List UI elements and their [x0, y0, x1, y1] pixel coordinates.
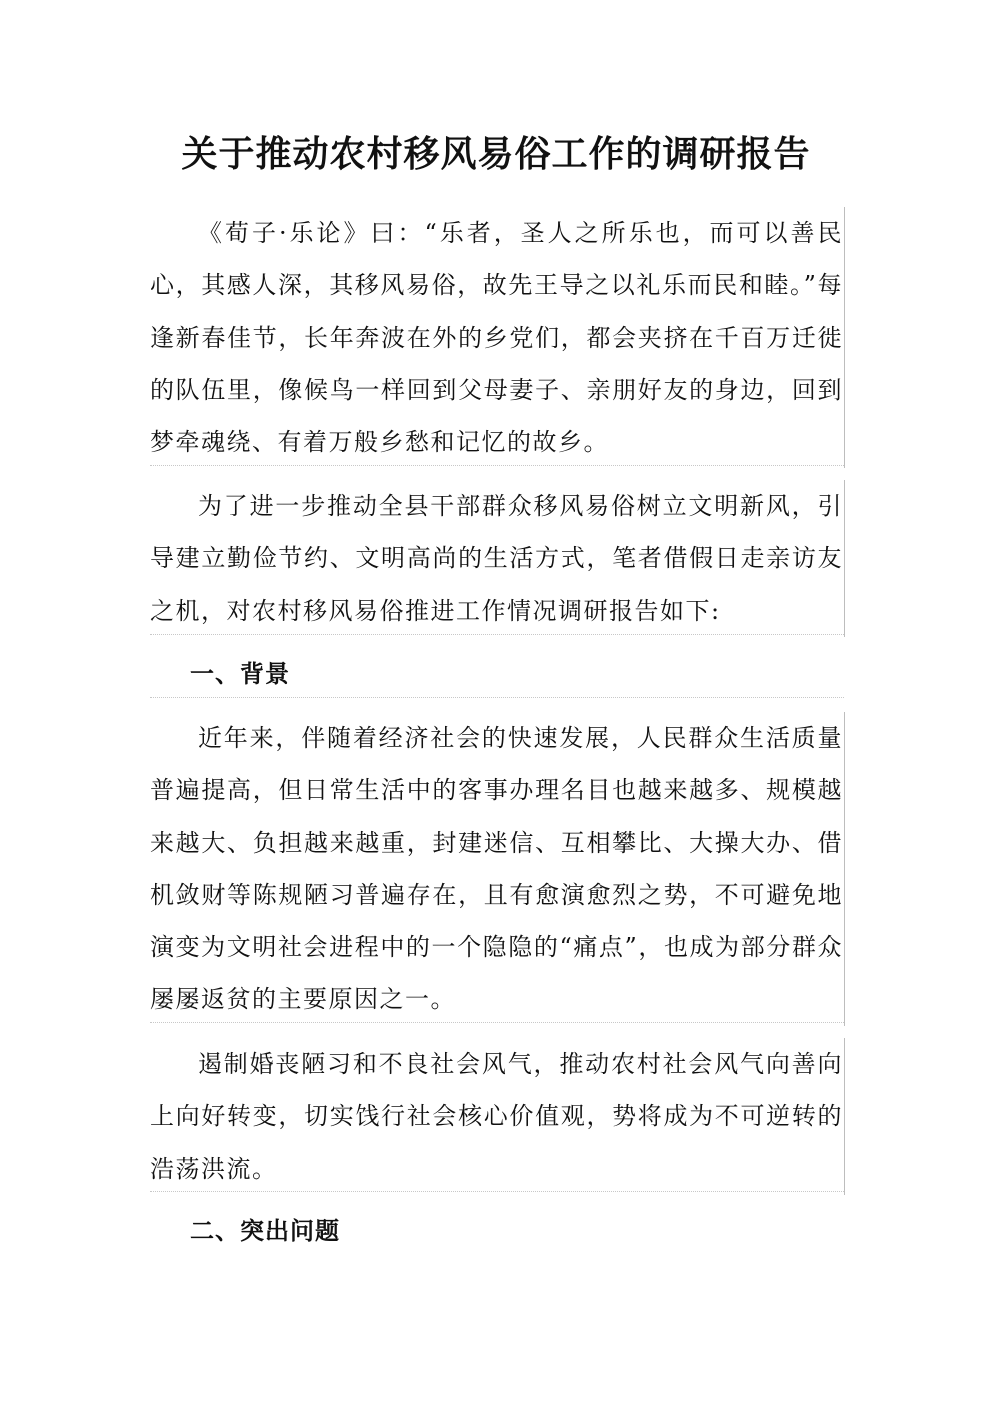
- paragraph-separator: [150, 1022, 844, 1023]
- paragraph-conclusion: 遏制婚丧陋习和不良社会风气，推动农村社会风气向善向上向好转变，切实饯行社会核心价值观，势将成为不可逆转的浩荡洪流。: [150, 1038, 845, 1195]
- paragraph-separator: [150, 1191, 844, 1192]
- paragraph-separator: [150, 634, 844, 635]
- document-title: 关于推动农村移风易俗工作的调研报告: [181, 133, 811, 175]
- section-heading-issues: 二、突出问题: [190, 1216, 340, 1245]
- paragraph-intro: 《荀子·乐论》曰：“乐者，圣人之所乐也，而可以善民心，其感人深，其移风易俗，故先王导之以礼乐而民和睦。”每逢新春佳节，长年奔波在外的乡党们，都会夹挤在千百万迁徙的队伍里，像候鸟一样回到父母妻子、亲朋好友的身边，回到梦牵魂绕、有着万般乡愁和记忆的故乡。: [150, 207, 845, 468]
- paragraph-separator: [150, 465, 844, 466]
- paragraph-separator: [150, 697, 844, 698]
- paragraph-background: 近年来，伴随着经济社会的快速发展，人民群众生活质量普遍提高，但日常生活中的客事办理名目也越来越多、规模越来越大、负担越来越重，封建迷信、互相攀比、大操大办、借机敛财等陈规陋习普遍存在，且有愈演愈烈之势，不可避免地演变为文明社会进程中的一个隐隐的“痛点”，也成为部分群众屡屡返贫的主要原因之一。: [150, 712, 845, 1026]
- section-heading-background: 一、背景: [190, 659, 290, 688]
- paragraph-purpose: 为了进一步推动全县干部群众移风易俗树立文明新风，引导建立勤俭节约、文明高尚的生活方式，笔者借假日走亲访友之机，对农村移风易俗推进工作情况调研报告如下:: [150, 480, 845, 637]
